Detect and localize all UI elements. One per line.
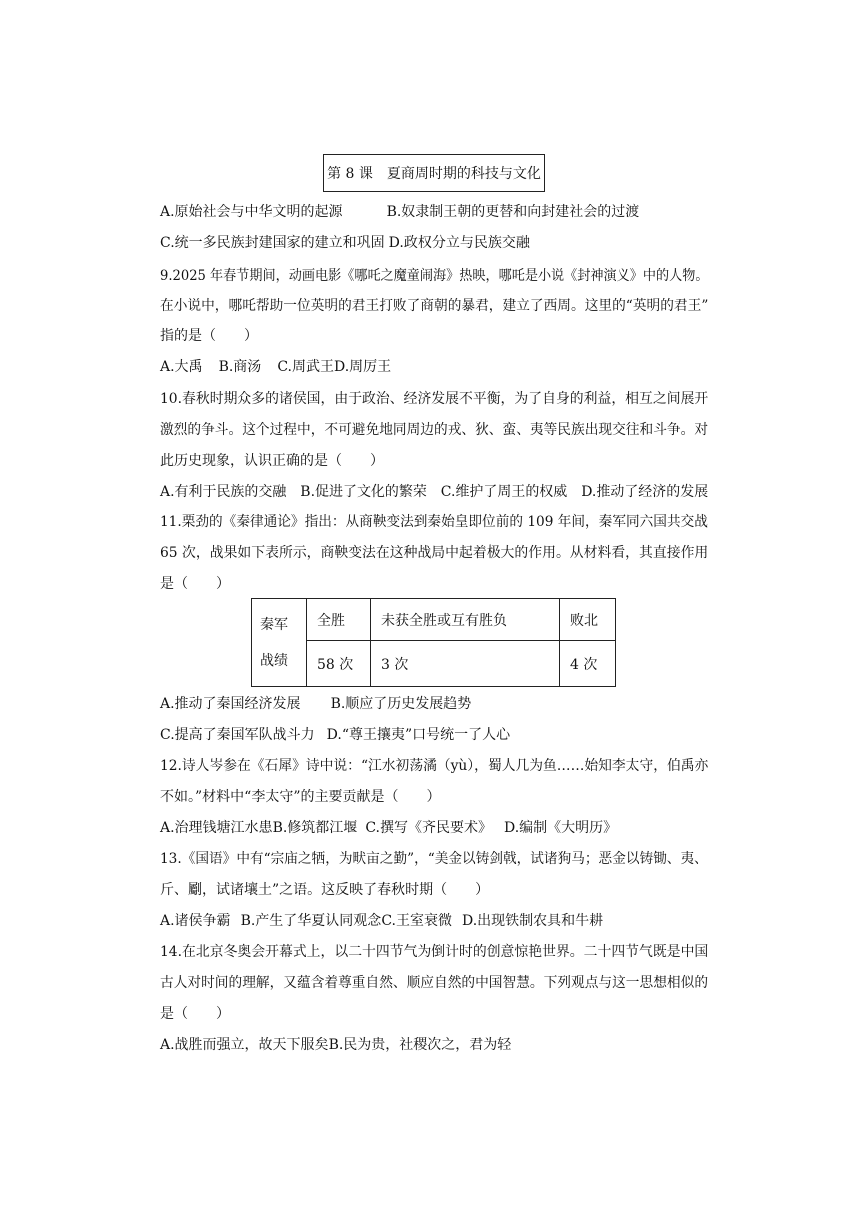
q11-options-row-1 [160, 694, 471, 714]
row-header-line-1: 秦军 [260, 616, 288, 633]
q11-option-c[interactable]: C.提高了秦国军队战斗力 [160, 727, 315, 743]
row-header-line-2: 战绩 [260, 652, 288, 669]
value-cell: 3 次 [371, 641, 560, 687]
q11-option-a[interactable]: A.推动了秦国经济发展 [160, 696, 301, 712]
q9-options [160, 357, 391, 377]
header-cell: 败北 [560, 599, 616, 641]
q12-option-d[interactable]: D.编制《大明历》 [503, 820, 618, 836]
q9-option-a[interactable]: A.大禹 [160, 359, 203, 375]
q10-options [160, 482, 708, 502]
q14-stem-line-3: 是（ ） [160, 1006, 230, 1022]
q9-option-b[interactable]: B.商汤 [218, 359, 262, 375]
q10-option-a[interactable]: A.有利于民族的交融 [160, 484, 287, 500]
header-cell: 未获全胜或互有胜负 [371, 599, 560, 641]
q8-option-b[interactable]: B.奴隶制王朝的更替和向封建社会的过渡 [386, 204, 640, 220]
q10-stem-line-2: 激烈的争斗。这个过程中，不可避免地同周边的戎、狄、蛮、夷等民族出现交往和斗争。对 [160, 422, 709, 438]
table-row-header [252, 599, 307, 687]
q8-options-row-2 [160, 233, 530, 253]
q12-stem-line-2: 不如。”材料中“李太守”的主要贡献是（ ） [160, 789, 441, 805]
q11-stem-line-2: 65 次，战果如下表所示，商鞅变法在这种战局中起着极大的作用。从材料看，其直接作用 [160, 545, 709, 561]
q14-stem-line-1: 14.在北京冬奥会开幕式上，以二十四节气为倒计时的创意惊艳世界。二十四节气既是中国 [160, 944, 709, 960]
lesson-title: 第 8 课 夏商周时期的科技与文化 [323, 154, 545, 192]
q12-stem-line-1: 12.诗人岑参在《石犀》诗中说：“江水初荡潏（yù），蜀人几为鱼……始知李太守，伯禹亦 [160, 758, 709, 774]
q11-options-row-2 [160, 725, 510, 745]
q8-option-c[interactable]: C.统一多民族封建国家的建立和巩固 [160, 235, 385, 251]
q11-stem-line-3: 是（ ） [160, 576, 230, 592]
q9-stem-line-1: 9.2025 年春节期间，动画电影《哪吒之魔童闹海》热映，哪吒是小说《封神演义》中的人物。 [160, 268, 709, 284]
q13-option-c[interactable]: C.王室衰微 [381, 913, 452, 929]
q11-option-d[interactable]: D.“尊王攘夷”口号统一了人心 [326, 727, 511, 743]
q10-stem-line-1: 10.春秋时期众多的诸侯国，由于政治、经济发展不平衡，为了自身的利益，相互之间展开 [160, 391, 709, 407]
value-cell: 4 次 [560, 641, 616, 687]
q14-stem-line-2: 古人对时间的理解，又蕴含着尊重自然、顺应自然的中国智慧。下列观点与这一思想相似的 [160, 975, 709, 991]
q12-option-a[interactable]: A.治理钱塘江水患 [160, 820, 273, 836]
value-cell: 58 次 [307, 641, 371, 687]
q11-stem-line-1: 11.栗劲的《秦律通论》指出：从商鞅变法到秦始皇即位前的 109 年间，秦军同六国共交战 [160, 514, 708, 530]
q14-option-a[interactable]: A.战胜而强立，故天下服矣 [160, 1037, 329, 1053]
q12-option-c[interactable]: C.撰写《齐民要术》 [365, 820, 492, 836]
q11-option-b[interactable]: B.顺应了历史发展趋势 [330, 696, 472, 712]
q10-option-d[interactable]: D.推动了经济的发展 [581, 484, 709, 500]
q13-options [160, 911, 603, 931]
q8-options-row-1 [160, 202, 639, 222]
q9-stem-line-3: 指的是（ ） [160, 328, 258, 344]
q14-option-b[interactable]: B.民为贵，社稷次之，君为轻 [328, 1037, 512, 1053]
q10-option-c[interactable]: C.维护了周王的权威 [440, 484, 568, 500]
q13-stem-line-1: 13.《国语》中有“宗庙之牺，为畎亩之勤”，“美金以铸剑戟，试诸狗马；恶金以铸锄、夷、 [160, 851, 708, 867]
q10-option-b[interactable]: B.促进了文化的繁荣 [300, 484, 427, 500]
q13-option-d[interactable]: D.出现铁制农具和牛耕 [461, 913, 604, 929]
q13-stem-line-2: 斤、劚，试诸壤土”之语。这反映了春秋时期（ ） [160, 882, 490, 898]
q8-option-d[interactable]: D.政权分立与民族交融 [388, 235, 530, 251]
q10-stem-line-3: 此历史现象，认识正确的是（ ） [160, 453, 384, 469]
q13-option-b[interactable]: B.产生了华夏认同观念 [240, 913, 382, 929]
q9-stem-line-2: 在小说中，哪吒帮助一位英明的君王打败了商朝的暴君，建立了西周。这里的“英明的君王” [160, 298, 709, 314]
q9-option-c[interactable]: C.周武王 [277, 359, 334, 375]
header-cell: 全胜 [307, 599, 371, 641]
table-row [252, 599, 616, 641]
q9-option-d[interactable]: D.周厉王 [333, 359, 392, 375]
q13-option-a[interactable]: A.诸侯争霸 [160, 913, 231, 929]
q12-option-b[interactable]: B.修筑都江堰 [272, 820, 358, 836]
q14-options [160, 1035, 511, 1055]
qin-battle-record-table [251, 598, 616, 687]
q8-option-a[interactable]: A.原始社会与中华文明的起源 [160, 204, 343, 220]
table-row [252, 641, 616, 687]
q12-options [160, 818, 617, 838]
